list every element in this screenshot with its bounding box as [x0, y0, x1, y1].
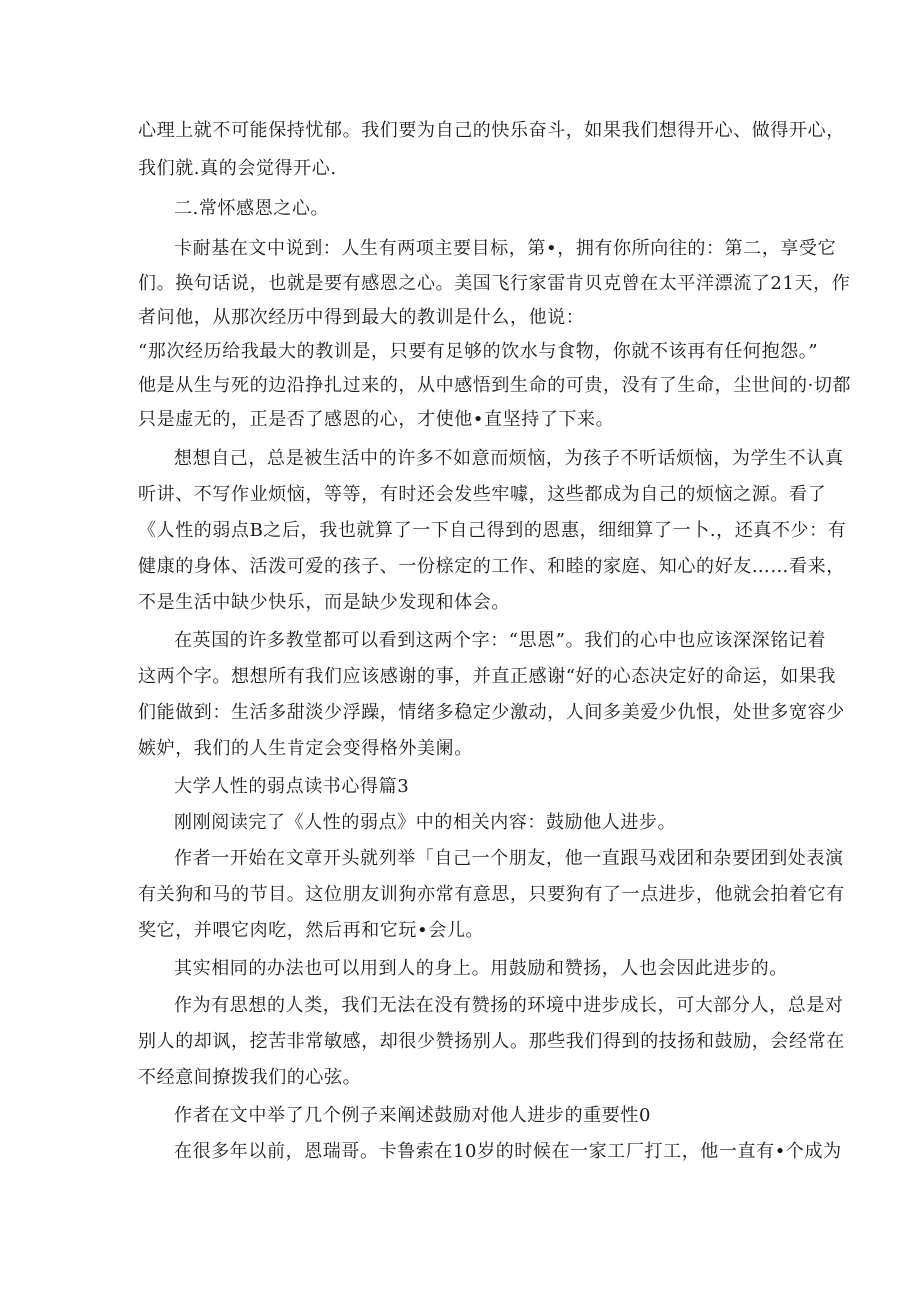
text-line: 嫉妒，我们的人生肯定会变得格外美阑。 [138, 738, 473, 759]
text-line: “那次经历给我最大的教训是，只要有足够的饮水与食物，你就不该再有任何抱怨。” [138, 341, 819, 362]
text-line: 刚刚阅读完了《人性的弱点》中的相关内容：鼓励他人进步。 [174, 812, 677, 833]
text-line: 们能做到：生活多甜淡少浮躁，情绪多稳定少激动，人间多美爱少仇恨，处世多宽容少 [138, 702, 845, 723]
text-line: 这两个字。想想所有我们应该感谢的事，并直正感谢“好的心态决定好的命运，如果我 [138, 666, 836, 687]
text-line: 在很多年以前，恩瑞哥。卡鲁索在10岁的时候在一家工厂打工，他一直有•个成为 [174, 1141, 842, 1162]
text-line: 卡耐基在文中说到：人生有两项主要目标，第•，拥有你所向往的：第二，享受它 [174, 238, 837, 259]
text-line: 《人性的弱点B之后，我也就算了一下自己得到的恩惠，细细算了一卜.，还真不少：有 [138, 520, 847, 541]
text-line: 在英国的许多教堂都可以看到这两个字：“思恩”。我们的心中也应该深深铭记着 [174, 630, 827, 651]
text-line: 不是生活中缺少快乐，而是缺少发现和体会。 [138, 592, 510, 613]
section-heading: 二.常怀感恩之心。 [174, 198, 330, 219]
text-line: 我们就.真的会觉得开心. [138, 158, 337, 179]
text-line: 只是虚无的，正是否了感恩的心，才使他•直坚持了下来。 [138, 409, 615, 430]
text-line: 不经意间撩拨我们的心弦。 [138, 1067, 362, 1088]
text-line: 听讲、不写作业烦恼，等等，有时还会发些牢噱，这些都成为自己的烦恼之源。看了 [138, 484, 827, 505]
text-line: 想想自己，总是被生活中的许多不如意而烦恼，为孩子不听话烦恼，为学生不认真 [174, 448, 844, 469]
text-line: 心理上就不可能保持忧郁。我们要为自己的快乐奋斗，如果我们想得开心、做得开心， [138, 120, 845, 141]
text-line: 们。换句话说，也就是要有感恩之心。美国飞行家雷肯贝克曾在太平洋漂流了21天，作 [138, 273, 851, 294]
text-line: 健康的身体、活泼可爱的孩子、一份榇定的工作、和睦的家庭、知心的好友……看来， [138, 556, 845, 577]
text-line: 他是从生与死的边沿挣扎过来的，从中感悟到生命的可贵，没有了生命，尘世间的·切都 [138, 375, 852, 396]
text-line: 奖它，并喂它肉吃，然后再和它玩•会儿。 [138, 920, 485, 941]
text-line: 作者一开始在文章开头就列举「自己一个朋友，他一直跟马戏团和杂要团到处表演 [174, 848, 844, 869]
text-line: 者问他，从那次经历中得到最大的教训是什么，他说： [138, 307, 585, 328]
section-heading: 大学人性的弱点读书心得篇3 [174, 776, 410, 797]
text-line: 别人的却讽，挖苦非常敏感，却很少赞扬别人。那些我们得到的技扬和鼓励，会经常在 [138, 1031, 845, 1052]
text-line: 其实相同的办法也可以用到人的身上。用鼓励和赞扬，人也会因此进步的。 [174, 958, 788, 979]
text-line: 作者在文中举了几个例子来阐述鼓励对他人进步的重要性0 [174, 1105, 652, 1126]
text-line: 作为有思想的人类，我们无法在没有赞扬的环境中进步成长，可大部分人，总是对 [174, 995, 844, 1016]
text-line: 有关狗和马的节目。这位朋友训狗亦常有意思，只要狗有了一点进步，他就会拍着它有 [138, 884, 845, 905]
